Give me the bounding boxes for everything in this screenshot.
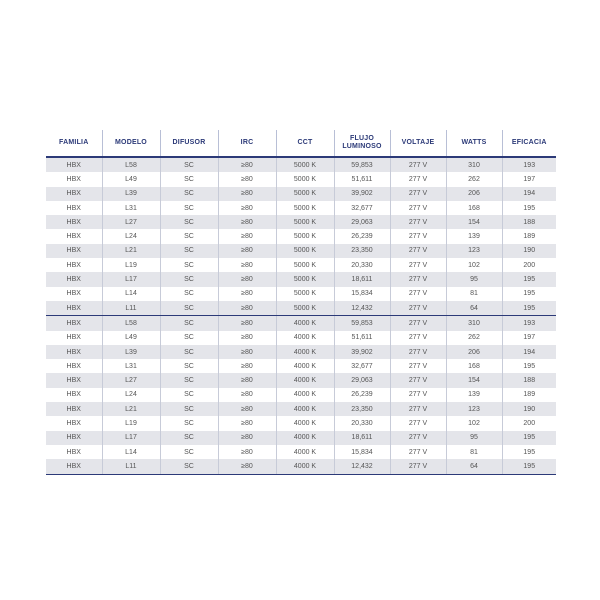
cell-watts: 81 — [446, 445, 502, 459]
cell-watts: 310 — [446, 157, 502, 172]
header-cct: CCT — [276, 130, 334, 157]
cell-flujo-luminoso: 12,432 — [334, 459, 390, 474]
cell-voltaje: 277 V — [390, 431, 446, 445]
cell-flujo-luminoso: 15,834 — [334, 445, 390, 459]
cell-cct: 5000 K — [276, 215, 334, 229]
cell-watts: 206 — [446, 187, 502, 201]
cell-cct: 4000 K — [276, 402, 334, 416]
cell-familia: HBX — [46, 215, 102, 229]
cell-irc: ≥80 — [218, 201, 276, 215]
cell-voltaje: 277 V — [390, 287, 446, 301]
cell-irc: ≥80 — [218, 215, 276, 229]
cell-difusor: SC — [160, 215, 218, 229]
cell-watts: 168 — [446, 201, 502, 215]
cell-irc: ≥80 — [218, 272, 276, 286]
cell-flujo-luminoso: 12,432 — [334, 301, 390, 316]
cell-voltaje: 277 V — [390, 201, 446, 215]
cell-difusor: SC — [160, 287, 218, 301]
cell-watts: 95 — [446, 272, 502, 286]
table-row — [46, 172, 556, 186]
cell-irc: ≥80 — [218, 229, 276, 243]
cell-eficacia: 200 — [502, 416, 556, 430]
cell-irc: ≥80 — [218, 373, 276, 387]
table-row — [46, 431, 556, 445]
cell-eficacia: 193 — [502, 157, 556, 172]
cell-watts: 123 — [446, 402, 502, 416]
cell-flujo-luminoso: 39,902 — [334, 345, 390, 359]
cell-modelo: L31 — [102, 201, 160, 215]
cell-watts: 64 — [446, 301, 502, 316]
cell-eficacia: 195 — [502, 287, 556, 301]
cell-difusor: SC — [160, 388, 218, 402]
cell-difusor: SC — [160, 201, 218, 215]
cell-flujo-luminoso: 51,611 — [334, 331, 390, 345]
cell-flujo-luminoso: 32,677 — [334, 359, 390, 373]
cell-flujo-luminoso: 26,239 — [334, 388, 390, 402]
table-row — [46, 445, 556, 459]
cell-familia: HBX — [46, 431, 102, 445]
cell-eficacia: 190 — [502, 402, 556, 416]
cell-modelo: L39 — [102, 187, 160, 201]
table-row — [46, 301, 556, 316]
header-row — [46, 130, 556, 157]
cell-difusor: SC — [160, 345, 218, 359]
cell-eficacia: 197 — [502, 331, 556, 345]
cell-irc: ≥80 — [218, 359, 276, 373]
table-group-5000k — [46, 157, 556, 316]
cell-familia: HBX — [46, 345, 102, 359]
table-row — [46, 416, 556, 430]
cell-cct: 4000 K — [276, 416, 334, 430]
cell-modelo: L11 — [102, 459, 160, 474]
cell-voltaje: 277 V — [390, 359, 446, 373]
cell-flujo-luminoso: 15,834 — [334, 287, 390, 301]
cell-flujo-luminoso: 51,611 — [334, 172, 390, 186]
cell-modelo: L39 — [102, 345, 160, 359]
table-row — [46, 345, 556, 359]
cell-watts: 123 — [446, 244, 502, 258]
cell-eficacia: 195 — [502, 431, 556, 445]
cell-flujo-luminoso: 29,063 — [334, 215, 390, 229]
header-irc: IRC — [218, 130, 276, 157]
cell-cct: 5000 K — [276, 272, 334, 286]
cell-watts: 64 — [446, 459, 502, 474]
table-row — [46, 459, 556, 474]
cell-modelo: L49 — [102, 172, 160, 186]
cell-irc: ≥80 — [218, 416, 276, 430]
cell-eficacia: 195 — [502, 301, 556, 316]
cell-voltaje: 277 V — [390, 388, 446, 402]
cell-difusor: SC — [160, 459, 218, 474]
cell-voltaje: 277 V — [390, 187, 446, 201]
cell-cct: 5000 K — [276, 157, 334, 172]
cell-irc: ≥80 — [218, 187, 276, 201]
cell-familia: HBX — [46, 157, 102, 172]
cell-modelo: L17 — [102, 431, 160, 445]
cell-flujo-luminoso: 18,611 — [334, 272, 390, 286]
cell-cct: 4000 K — [276, 431, 334, 445]
cell-watts: 102 — [446, 258, 502, 272]
cell-familia: HBX — [46, 402, 102, 416]
cell-cct: 4000 K — [276, 459, 334, 474]
cell-difusor: SC — [160, 359, 218, 373]
cell-irc: ≥80 — [218, 459, 276, 474]
cell-difusor: SC — [160, 373, 218, 387]
cell-flujo-luminoso: 59,853 — [334, 157, 390, 172]
cell-cct: 5000 K — [276, 244, 334, 258]
cell-cct: 5000 K — [276, 287, 334, 301]
cell-irc: ≥80 — [218, 431, 276, 445]
cell-difusor: SC — [160, 301, 218, 316]
cell-irc: ≥80 — [218, 331, 276, 345]
cell-cct: 4000 K — [276, 345, 334, 359]
cell-eficacia: 194 — [502, 345, 556, 359]
cell-eficacia: 195 — [502, 459, 556, 474]
cell-irc: ≥80 — [218, 287, 276, 301]
cell-watts: 310 — [446, 316, 502, 331]
header-familia: FAMILIA — [59, 139, 89, 146]
cell-voltaje: 277 V — [390, 373, 446, 387]
cell-watts: 81 — [446, 287, 502, 301]
cell-familia: HBX — [46, 244, 102, 258]
cell-modelo: L19 — [102, 258, 160, 272]
cell-familia: HBX — [46, 373, 102, 387]
cell-cct: 5000 K — [276, 187, 334, 201]
cell-eficacia: 200 — [502, 258, 556, 272]
cell-cct: 4000 K — [276, 316, 334, 331]
cell-flujo-luminoso: 18,611 — [334, 431, 390, 445]
cell-familia: HBX — [46, 201, 102, 215]
cell-flujo-luminoso: 26,239 — [334, 229, 390, 243]
cell-watts: 154 — [446, 215, 502, 229]
cell-flujo-luminoso: 32,677 — [334, 201, 390, 215]
cell-modelo: L21 — [102, 244, 160, 258]
table-row — [46, 402, 556, 416]
table-row — [46, 373, 556, 387]
cell-cct: 5000 K — [276, 258, 334, 272]
cell-difusor: SC — [160, 402, 218, 416]
cell-cct: 5000 K — [276, 229, 334, 243]
table-group-4000k — [46, 316, 556, 474]
header-voltaje: VOLTAJE — [390, 130, 446, 157]
table-row — [46, 258, 556, 272]
cell-eficacia: 188 — [502, 373, 556, 387]
table-row — [46, 201, 556, 215]
table-row — [46, 187, 556, 201]
cell-voltaje: 277 V — [390, 301, 446, 316]
cell-watts: 206 — [446, 345, 502, 359]
cell-difusor: SC — [160, 172, 218, 186]
cell-voltaje: 277 V — [390, 445, 446, 459]
cell-watts: 262 — [446, 331, 502, 345]
cell-voltaje: 277 V — [390, 229, 446, 243]
cell-irc: ≥80 — [218, 316, 276, 331]
cell-cct: 4000 K — [276, 331, 334, 345]
cell-flujo-luminoso: 29,063 — [334, 373, 390, 387]
cell-difusor: SC — [160, 431, 218, 445]
cell-difusor: SC — [160, 316, 218, 331]
cell-modelo: L14 — [102, 287, 160, 301]
cell-voltaje: 277 V — [390, 316, 446, 331]
header-watts: WATTS — [446, 130, 502, 157]
cell-flujo-luminoso: 20,330 — [334, 258, 390, 272]
cell-familia: HBX — [46, 331, 102, 345]
cell-flujo-luminoso: 39,902 — [334, 187, 390, 201]
cell-eficacia: 189 — [502, 229, 556, 243]
cell-irc: ≥80 — [218, 157, 276, 172]
cell-difusor: SC — [160, 272, 218, 286]
cell-eficacia: 197 — [502, 172, 556, 186]
cell-watts: 139 — [446, 229, 502, 243]
table-row — [46, 316, 556, 331]
cell-watts: 95 — [446, 431, 502, 445]
cell-eficacia: 188 — [502, 215, 556, 229]
cell-voltaje: 277 V — [390, 345, 446, 359]
cell-voltaje: 277 V — [390, 272, 446, 286]
cell-modelo: L11 — [102, 301, 160, 316]
cell-modelo: L24 — [102, 388, 160, 402]
table-row — [46, 388, 556, 402]
cell-familia: HBX — [46, 359, 102, 373]
table-header — [46, 130, 556, 157]
cell-irc: ≥80 — [218, 301, 276, 316]
cell-difusor: SC — [160, 157, 218, 172]
cell-cct: 4000 K — [276, 359, 334, 373]
header-modelo: MODELO — [102, 130, 160, 157]
table-row — [46, 272, 556, 286]
cell-flujo-luminoso: 23,350 — [334, 402, 390, 416]
cell-difusor: SC — [160, 187, 218, 201]
cell-modelo: L49 — [102, 331, 160, 345]
cell-modelo: L19 — [102, 416, 160, 430]
cell-familia: HBX — [46, 459, 102, 474]
cell-eficacia: 189 — [502, 388, 556, 402]
cell-eficacia: 195 — [502, 445, 556, 459]
cell-modelo: L31 — [102, 359, 160, 373]
cell-familia: HBX — [46, 388, 102, 402]
cell-irc: ≥80 — [218, 388, 276, 402]
cell-familia: HBX — [46, 172, 102, 186]
cell-difusor: SC — [160, 244, 218, 258]
cell-eficacia: 190 — [502, 244, 556, 258]
cell-watts: 168 — [446, 359, 502, 373]
cell-voltaje: 277 V — [390, 416, 446, 430]
cell-modelo: L27 — [102, 373, 160, 387]
cell-familia: HBX — [46, 301, 102, 316]
table-row — [46, 229, 556, 243]
cell-flujo-luminoso: 23,350 — [334, 244, 390, 258]
cell-flujo-luminoso: 59,853 — [334, 316, 390, 331]
cell-irc: ≥80 — [218, 402, 276, 416]
cell-voltaje: 277 V — [390, 157, 446, 172]
cell-voltaje: 277 V — [390, 258, 446, 272]
cell-watts: 262 — [446, 172, 502, 186]
cell-watts: 139 — [446, 388, 502, 402]
cell-modelo: L14 — [102, 445, 160, 459]
cell-voltaje: 277 V — [390, 244, 446, 258]
cell-voltaje: 277 V — [390, 172, 446, 186]
table-row — [46, 157, 556, 172]
header-difusor: DIFUSOR — [160, 130, 218, 157]
cell-watts: 154 — [446, 373, 502, 387]
cell-cct: 4000 K — [276, 373, 334, 387]
cell-voltaje: 277 V — [390, 459, 446, 474]
cell-cct: 5000 K — [276, 301, 334, 316]
cell-irc: ≥80 — [218, 345, 276, 359]
cell-modelo: L58 — [102, 157, 160, 172]
table-row — [46, 331, 556, 345]
cell-familia: HBX — [46, 187, 102, 201]
header-flujo-luminoso: FLUJO LUMINOSO — [334, 130, 390, 157]
cell-eficacia: 195 — [502, 272, 556, 286]
table-row — [46, 244, 556, 258]
cell-eficacia: 193 — [502, 316, 556, 331]
spec-table — [46, 130, 556, 475]
cell-cct: 4000 K — [276, 445, 334, 459]
cell-voltaje: 277 V — [390, 402, 446, 416]
cell-familia: HBX — [46, 258, 102, 272]
cell-familia: HBX — [46, 229, 102, 243]
cell-modelo: L27 — [102, 215, 160, 229]
table-row — [46, 215, 556, 229]
cell-cct: 5000 K — [276, 172, 334, 186]
cell-cct: 5000 K — [276, 201, 334, 215]
header-eficacia: EFICACIA — [502, 130, 556, 157]
cell-irc: ≥80 — [218, 172, 276, 186]
cell-irc: ≥80 — [218, 258, 276, 272]
cell-eficacia: 195 — [502, 359, 556, 373]
cell-irc: ≥80 — [218, 445, 276, 459]
cell-cct: 4000 K — [276, 388, 334, 402]
cell-difusor: SC — [160, 258, 218, 272]
table-row — [46, 287, 556, 301]
cell-familia: HBX — [46, 416, 102, 430]
cell-difusor: SC — [160, 416, 218, 430]
table-row — [46, 359, 556, 373]
cell-difusor: SC — [160, 229, 218, 243]
cell-irc: ≥80 — [218, 244, 276, 258]
cell-difusor: SC — [160, 331, 218, 345]
cell-flujo-luminoso: 20,330 — [334, 416, 390, 430]
cell-modelo: L21 — [102, 402, 160, 416]
cell-familia: HBX — [46, 445, 102, 459]
cell-difusor: SC — [160, 445, 218, 459]
cell-watts: 102 — [446, 416, 502, 430]
cell-familia: HBX — [46, 287, 102, 301]
cell-eficacia: 194 — [502, 187, 556, 201]
cell-modelo: L17 — [102, 272, 160, 286]
cell-modelo: L58 — [102, 316, 160, 331]
cell-voltaje: 277 V — [390, 215, 446, 229]
cell-eficacia: 195 — [502, 201, 556, 215]
cell-voltaje: 277 V — [390, 331, 446, 345]
cell-familia: HBX — [46, 272, 102, 286]
cell-modelo: L24 — [102, 229, 160, 243]
cell-familia: HBX — [46, 316, 102, 331]
